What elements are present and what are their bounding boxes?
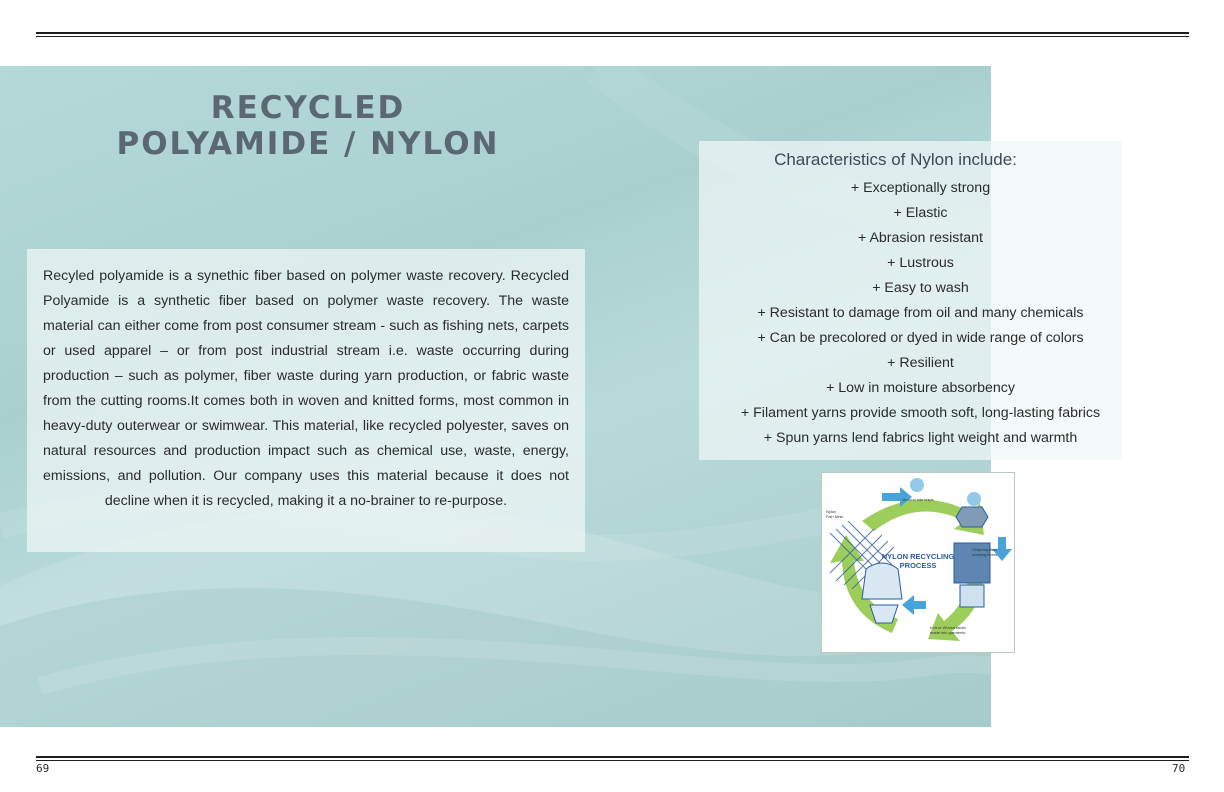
step-label-left-2: Fish Nets (826, 514, 843, 519)
characteristics-list (699, 176, 1142, 451)
title-line-2: POLYAMIDE / NYLON (116, 126, 500, 162)
characteristic-item: + Easy to wash (872, 280, 969, 296)
extruder-machine (954, 507, 990, 607)
page-number-left: 69 (36, 762, 50, 775)
bottom-rule (36, 756, 1189, 761)
characteristic-item: + Low in moisture absorbency (826, 380, 1015, 396)
nylon-recycling-diagram (821, 472, 1015, 653)
characteristic-item: + Elastic (893, 205, 948, 221)
recycling-diagram-graphic (822, 473, 1014, 652)
characteristic-item: + Spun yarns lend fabrics light weight and warmth (763, 430, 1078, 446)
characteristic-item: + Resilient (887, 355, 954, 371)
step-label-bottom-2: made into garments (930, 630, 966, 635)
characteristic-item: + Resistant to damage from oil and many chemicals (757, 305, 1084, 321)
page-title (88, 90, 528, 162)
step-label-left-1: Nylon (826, 509, 837, 514)
characteristic-item: + Abrasion resistant (858, 230, 983, 246)
top-rule (36, 32, 1189, 37)
characteristic-item: + Can be precolored or dyed in wide range of colors (757, 330, 1084, 346)
characteristics-heading: Characteristics of Nylon include: (774, 150, 1017, 169)
characteristic-item: + Exceptionally strong (850, 180, 991, 196)
description-text: Recyled polyamide is a synethic fiber based on polymer waste recovery. Recycled Polyamide is a synthetic fiber based on polymer waste recovery. The waste material can either come from post consumer stream - such as fishing nets, carpets or used apparel – or from post industrial stream i.e. waste occurring during production – such as polymer, fiber waste during yarn production, or fabric waste from the cutting rooms.It comes both in woven and knitted forms, most common in heavy-duty outerwear or swimwear. This material, like recycled polyester, saves on natural resources and production impact such as chemical use, waste, energy, emissions, and pollution. Our company uses this material because it does not decline when it is recycled, making it a no-brainer to re-purpose. (43, 268, 569, 509)
step-label-right-1: Chips liquified (972, 547, 997, 552)
characteristic-item: + Lustrous (887, 255, 954, 271)
step-label-bottom-1: Knit or Woven fabric (930, 625, 966, 630)
page-number-right: 70 (1172, 762, 1186, 775)
step-label-top: Ground into chips (902, 497, 934, 502)
characteristics-panel (699, 141, 1122, 460)
step-label-right-2: creating fibers (972, 552, 998, 557)
title-line-1: RECYCLED (210, 90, 406, 126)
diagram-title-1: NYLON RECYCLING (881, 552, 955, 561)
characteristic-item: + Filament yarns provide smooth soft, long-lasting fabrics (740, 405, 1101, 421)
description-panel (27, 249, 585, 552)
diagram-title-2: PROCESS (899, 561, 937, 570)
